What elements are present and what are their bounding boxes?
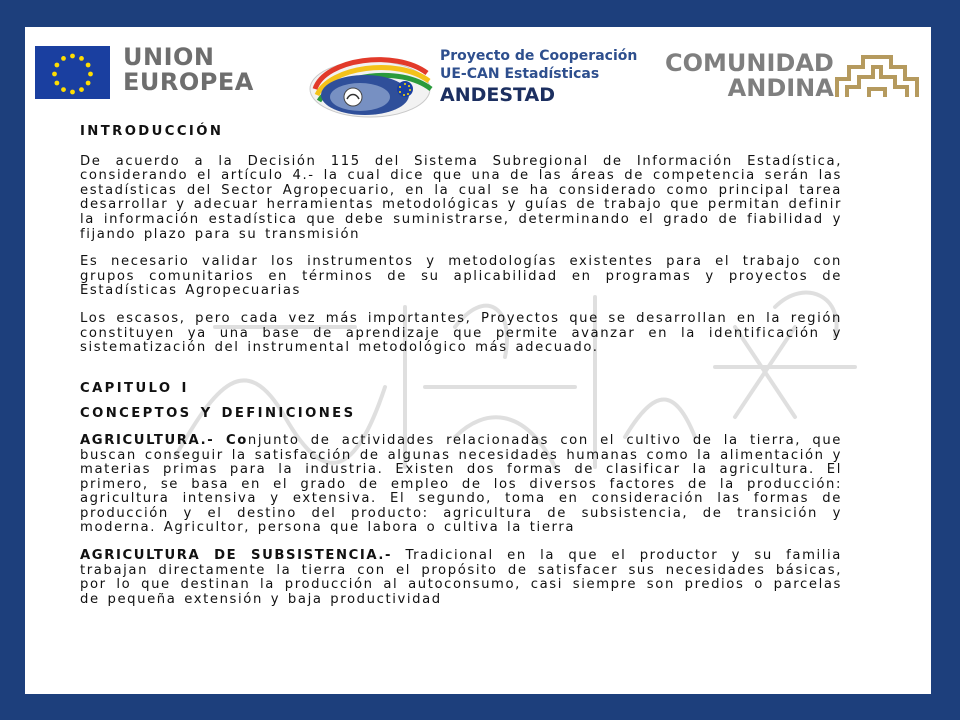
definition-text: njunto de actividades relacionadas con el cultivo de la tierra, que buscan conseguir la satisfacción de algunas necesidades humanas como la alimentación y materias primas para la industria. Existen dos formas de clasificar la agricultura. El primero, se basa en el grado de empleo de los diversos factores de la producción: agricultura intensiva y extensiva. El segundo, toma en consideración las formas de producción y el destino del producto: agricultura de subsistencia, de transición y moderna. Agricultor, persona que labora o cultiva la tierra bbox=[80, 432, 842, 536]
project-name: ANDESTAD bbox=[440, 84, 556, 106]
intro-paragraph-2: Es necesario validar los instrumentos y metodologías existentes para el trabajo con grupos comunitarios en términos de su aplicabilidad en programas y proyectos de Estadísticas Agropecuarias bbox=[80, 254, 842, 299]
can-logo-text bbox=[665, 51, 834, 101]
definition-agricultura-subsistencia bbox=[80, 549, 842, 607]
comunidad-andina-emblem-icon bbox=[833, 49, 921, 99]
definition-term: AGRICULTURA DE SUBSISTENCIA.- bbox=[80, 548, 393, 564]
chapter-label: CAPITULO I bbox=[80, 380, 189, 396]
intro-heading: INTRODUCCIÓN bbox=[80, 124, 224, 139]
eu-line-2: EUROPEA bbox=[123, 68, 254, 96]
project-line-2: UE-CAN Estadísticas bbox=[440, 66, 600, 82]
header-logos bbox=[25, 27, 931, 127]
eu-logo-text bbox=[123, 45, 254, 95]
document-body bbox=[80, 125, 842, 607]
project-line-1: Proyecto de Cooperación bbox=[440, 48, 638, 64]
definition-term: AGRICULTURA.- Co bbox=[80, 432, 248, 448]
intro-paragraph-1: De acuerdo a la Decisión 115 del Sistema Subregional de Información Estadística, considerando el artículo 4.- la cual dice que una de las áreas de competencia serán las estadísticas del Sector Agropecuario, en la cual se ha considerado como principal tarea desarrollar y adecuar herramientas metodológicas y guías de trabajo que permitan definir la información estadística que debe suministrarse, determinando el grado de fiabilidad y fijando plazo para su transmisión bbox=[80, 153, 842, 242]
intro-paragraph-3: Los escasos, pero cada vez más importantes, Proyectos que se desarrollan en la región constituyen ya una base de aprendizaje que permite avanzar en la identificación y sistematización del instrumental metodológico más adecuado. bbox=[80, 310, 842, 356]
can-line-2: ANDINA bbox=[727, 74, 834, 102]
eu-flag-icon bbox=[35, 46, 110, 99]
definition-text: Tradicional en la que el productor y su familia trabajan directamente la tierra con el propósito de satisfacer sus necesidades básicas, por lo que destinan la producción al autoconsumo, casi siempre son predios o parcelas de pequeña extensión y baja productividad bbox=[80, 548, 842, 607]
can-line-1: COMUNIDAD bbox=[665, 49, 834, 77]
definition-agricultura bbox=[80, 434, 842, 536]
project-logo-text bbox=[440, 47, 637, 107]
andestad-logo-icon bbox=[305, 49, 435, 121]
eu-line-1: UNION bbox=[123, 43, 215, 71]
chapter-title: CONCEPTOS Y DEFINICIONES bbox=[80, 406, 356, 422]
slide-page bbox=[25, 27, 931, 694]
